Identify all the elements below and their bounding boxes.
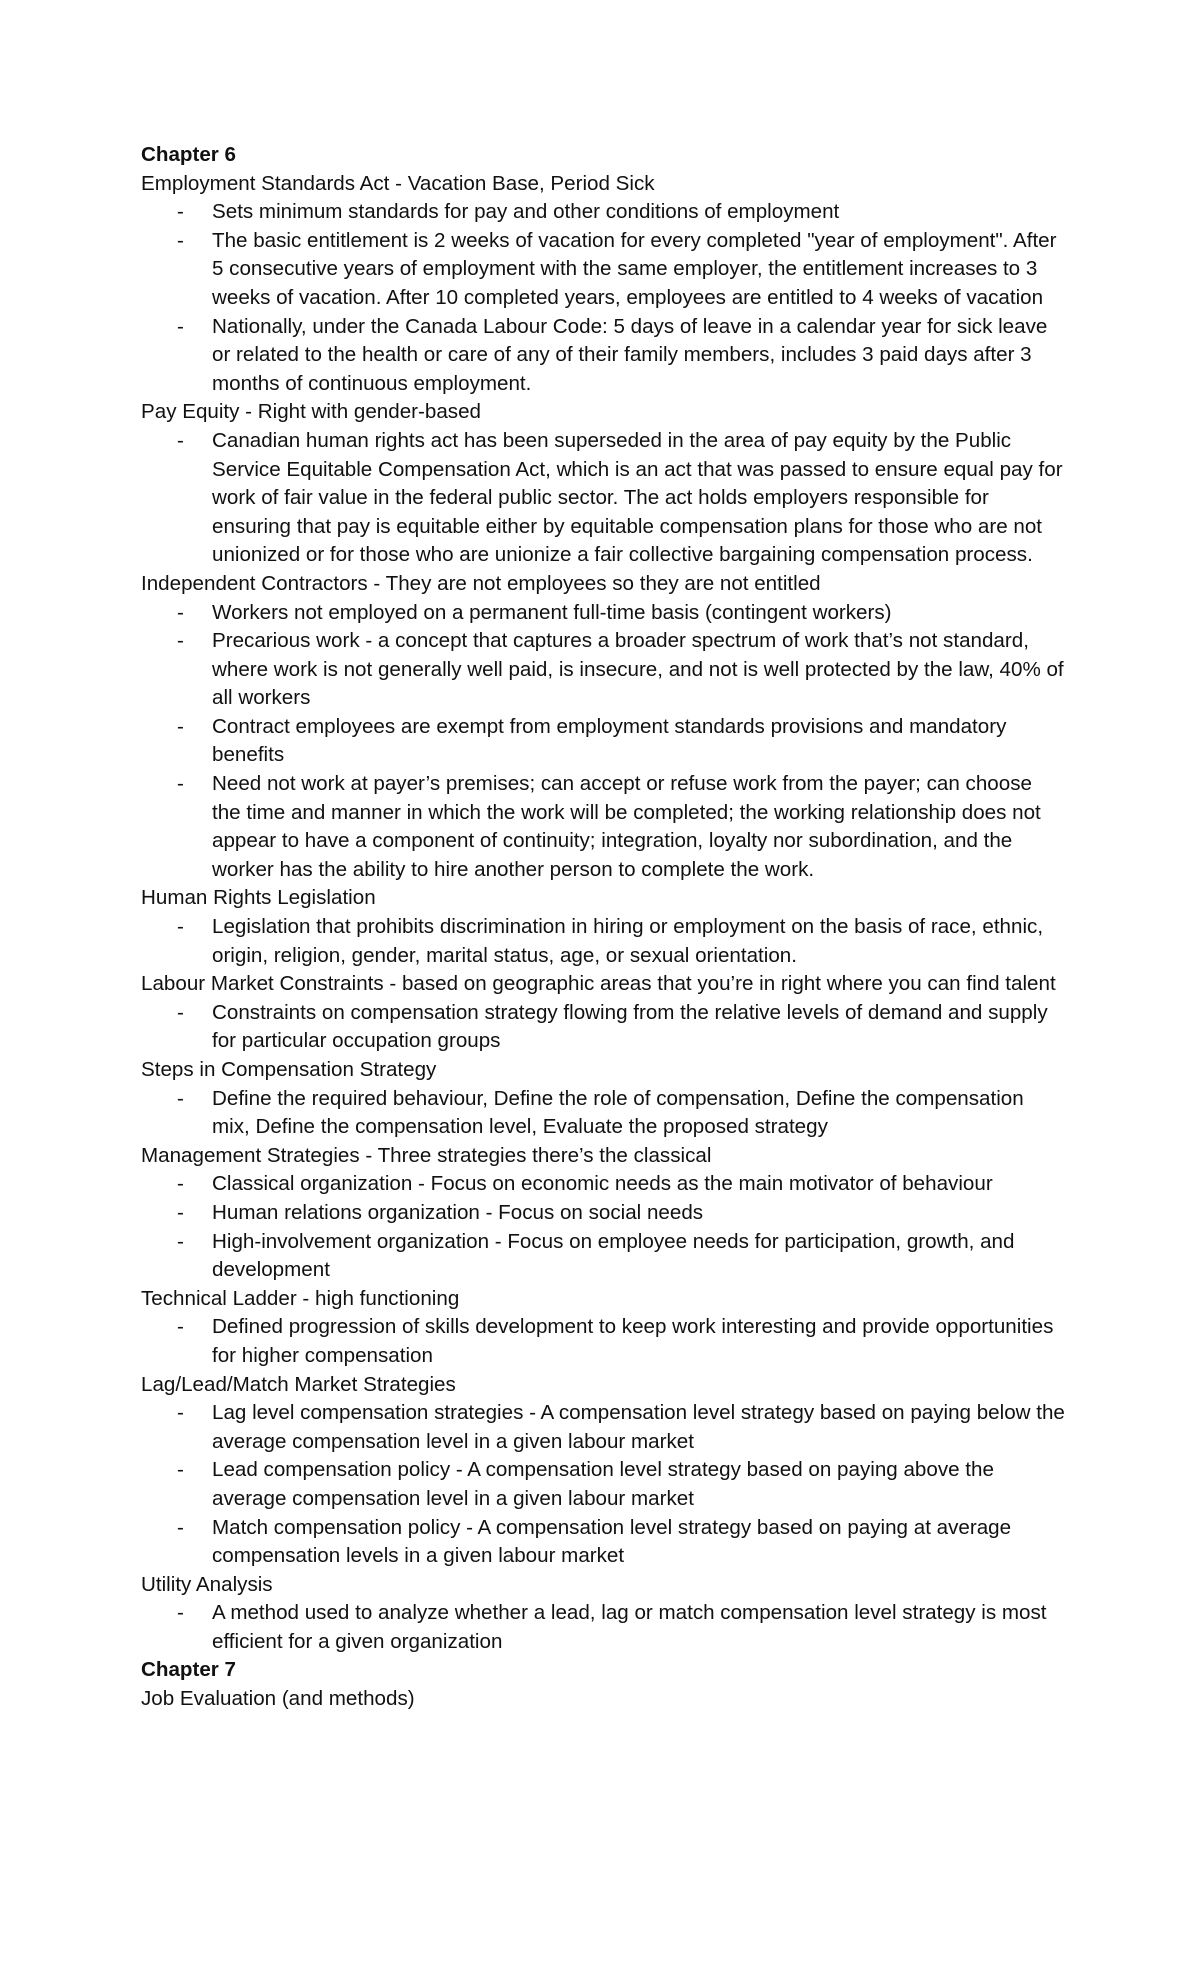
section-heading-labour-market-constraints-based-on-geogr: Labour Market Constraints - based on geographic areas that you’re in right where you can find talent — [141, 972, 1056, 996]
bullet-text: Nationally, under the Canada Labour Code: 5 days of leave in a calendar year for sick leave or related to the health or care of any of their family members, includes 3 paid days after 3 months of continuous employment. — [212, 314, 1048, 395]
dash-bullet-icon: - — [177, 772, 184, 796]
bullet-text: Define the required behaviour, Define the role of compensation, Define the compensation mix, Define the compensation level, Evaluate the proposed strategy — [212, 1086, 1024, 1139]
bullet-item — [141, 313, 1066, 399]
bullet-list — [141, 198, 1066, 398]
dash-bullet-icon: - — [177, 1000, 184, 1024]
bullet-item — [141, 1199, 1066, 1228]
bullet-text: The basic entitlement is 2 weeks of vacation for every completed "year of employment". After 5 consecutive years of employment with the same employer, the entitlement increases to 3 weeks of vacation. After 10 completed years, employees are entitled to 4 weeks of vacation — [212, 228, 1057, 309]
dash-bullet-icon: - — [177, 1086, 184, 1110]
bullet-text: Defined progression of skills development to keep work interesting and provide opportunities for higher compensation — [212, 1315, 1054, 1367]
bullet-list — [141, 999, 1066, 1056]
bullet-list — [141, 1170, 1066, 1284]
bullet-list — [141, 1399, 1066, 1571]
dash-bullet-icon: - — [177, 200, 184, 224]
bullet-text: Precarious work - a concept that captures a broader spectrum of work that’s not standard, where work is not generally well paid, is insecure, and not is well protected by the law, 40% of all workers — [212, 629, 1064, 710]
bullet-text: Legislation that prohibits discrimination in hiring or employment on the basis of race, ethnic, origin, religion, gender, marital status, age, or sexual orientation. — [212, 915, 1044, 967]
section-heading-job-evaluation-and-methods: Job Evaluation (and methods) — [141, 1687, 415, 1711]
bullet-item — [141, 713, 1066, 770]
section-heading-human-rights-legislation: Human Rights Legislation — [141, 886, 376, 910]
section-heading-management-strategies-three-strategies-t: Management Strategies - Three strategies there’s the classical — [141, 1143, 712, 1167]
bullet-text: Classical organization - Focus on economic needs as the main motivator of behaviour — [212, 1172, 993, 1196]
bullet-text: Sets minimum standards for pay and other conditions of employment — [212, 200, 840, 224]
bullet-list — [141, 427, 1066, 570]
bullet-text: Workers not employed on a permanent full-time basis (contingent workers) — [212, 600, 892, 624]
section-heading-steps-in-compensation-strategy: Steps in Compensation Strategy — [141, 1058, 437, 1081]
bullet-item — [141, 913, 1066, 970]
dash-bullet-icon: - — [177, 1458, 184, 1482]
dash-bullet-icon: - — [177, 428, 184, 452]
bullet-list — [141, 913, 1066, 970]
section-heading-pay-equity-right-with-gender-based: Pay Equity - Right with gender-based — [141, 400, 481, 424]
bullet-text: Lead compensation policy - A compensation level strategy based on paying above the average compensation level in a given labour market — [212, 1458, 994, 1510]
bullet-item — [141, 1399, 1066, 1456]
bullet-text: Contract employees are exempt from employment standards provisions and mandatory benefits — [212, 714, 1007, 767]
section-heading-independent-contractors-they-are-not-emp: Independent Contractors - They are not employees so they are not entitled — [141, 571, 821, 595]
bullet-list — [141, 599, 1066, 885]
bullet-item — [141, 1085, 1066, 1142]
dash-bullet-icon: - — [177, 629, 184, 653]
dash-bullet-icon: - — [177, 600, 184, 624]
section-heading-employment-standards-act-vacation-base-p: Employment Standards Act - Vacation Base, Period Sick — [141, 171, 655, 195]
chapter-title-chapter-7: Chapter 7 — [141, 1658, 236, 1682]
document-body — [141, 141, 1066, 1714]
bullet-text: Canadian human rights act has been superseded in the area of pay equity by the Public Service Equitable Compensation Act, which is an act that was passed to ensure equal pay for work of fair value in the federal public sector. The act holds employers responsible for ensuring that pay is equitable either by equitable compensation plans for those who are not unionized or for those who are unionize a fair collective bargaining compensation process. — [212, 428, 1063, 567]
bullet-item — [141, 427, 1066, 570]
bullet-item — [141, 198, 1066, 227]
dash-bullet-icon: - — [177, 1601, 184, 1625]
bullet-item — [141, 1170, 1066, 1199]
dash-bullet-icon: - — [177, 1401, 184, 1425]
bullet-list — [141, 1599, 1066, 1656]
bullet-item — [141, 770, 1066, 884]
section-heading-lag-lead-match-market-strategies: Lag/Lead/Match Market Strategies — [141, 1372, 456, 1396]
bullet-text: Need not work at payer’s premises; can accept or refuse work from the payer; can choose the time and manner in which the work will be completed; the working relationship does not appear to have a component of continuity; integration, loyalty nor subordination, and the worker has the ability to hire another person to complete the work. — [212, 772, 1041, 881]
dash-bullet-icon: - — [177, 1515, 184, 1539]
dash-bullet-icon: - — [177, 1172, 184, 1196]
bullet-text: High-involvement organization - Focus on employee needs for participation, growth, and development — [212, 1229, 1015, 1282]
dash-bullet-icon: - — [177, 915, 184, 939]
bullet-list — [141, 1085, 1066, 1142]
bullet-item — [141, 999, 1066, 1056]
bullet-item — [141, 1313, 1066, 1370]
bullet-list — [141, 1313, 1066, 1370]
bullet-item — [141, 1456, 1066, 1513]
section-heading-utility-analysis: Utility Analysis — [141, 1572, 273, 1596]
dash-bullet-icon: - — [177, 314, 184, 338]
bullet-item — [141, 627, 1066, 713]
dash-bullet-icon: - — [177, 714, 184, 738]
bullet-item — [141, 227, 1066, 313]
bullet-item — [141, 1228, 1066, 1285]
section-heading-technical-ladder-high-functioning: Technical Ladder - high functioning — [141, 1286, 460, 1310]
bullet-text: Lag level compensation strategies - A compensation level strategy based on paying below the average compensation level in a given labour market — [212, 1401, 1065, 1453]
bullet-text: Match compensation policy - A compensation level strategy based on paying at average compensation levels in a given labour market — [212, 1515, 1012, 1568]
chapter-title-chapter-6: Chapter 6 — [141, 143, 236, 166]
dash-bullet-icon: - — [177, 1200, 184, 1224]
bullet-text: A method used to analyze whether a lead, lag or match compensation level strategy is most efficient for a given organization — [212, 1601, 1047, 1653]
dash-bullet-icon: - — [177, 1229, 184, 1253]
bullet-item — [141, 1514, 1066, 1571]
bullet-text: Constraints on compensation strategy flowing from the relative levels of demand and supply for particular occupation groups — [212, 1000, 1048, 1053]
dash-bullet-icon: - — [177, 1315, 184, 1339]
bullet-text: Human relations organization - Focus on social needs — [212, 1200, 704, 1224]
bullet-item — [141, 599, 1066, 628]
bullet-item — [141, 1599, 1066, 1656]
dash-bullet-icon: - — [177, 228, 184, 252]
